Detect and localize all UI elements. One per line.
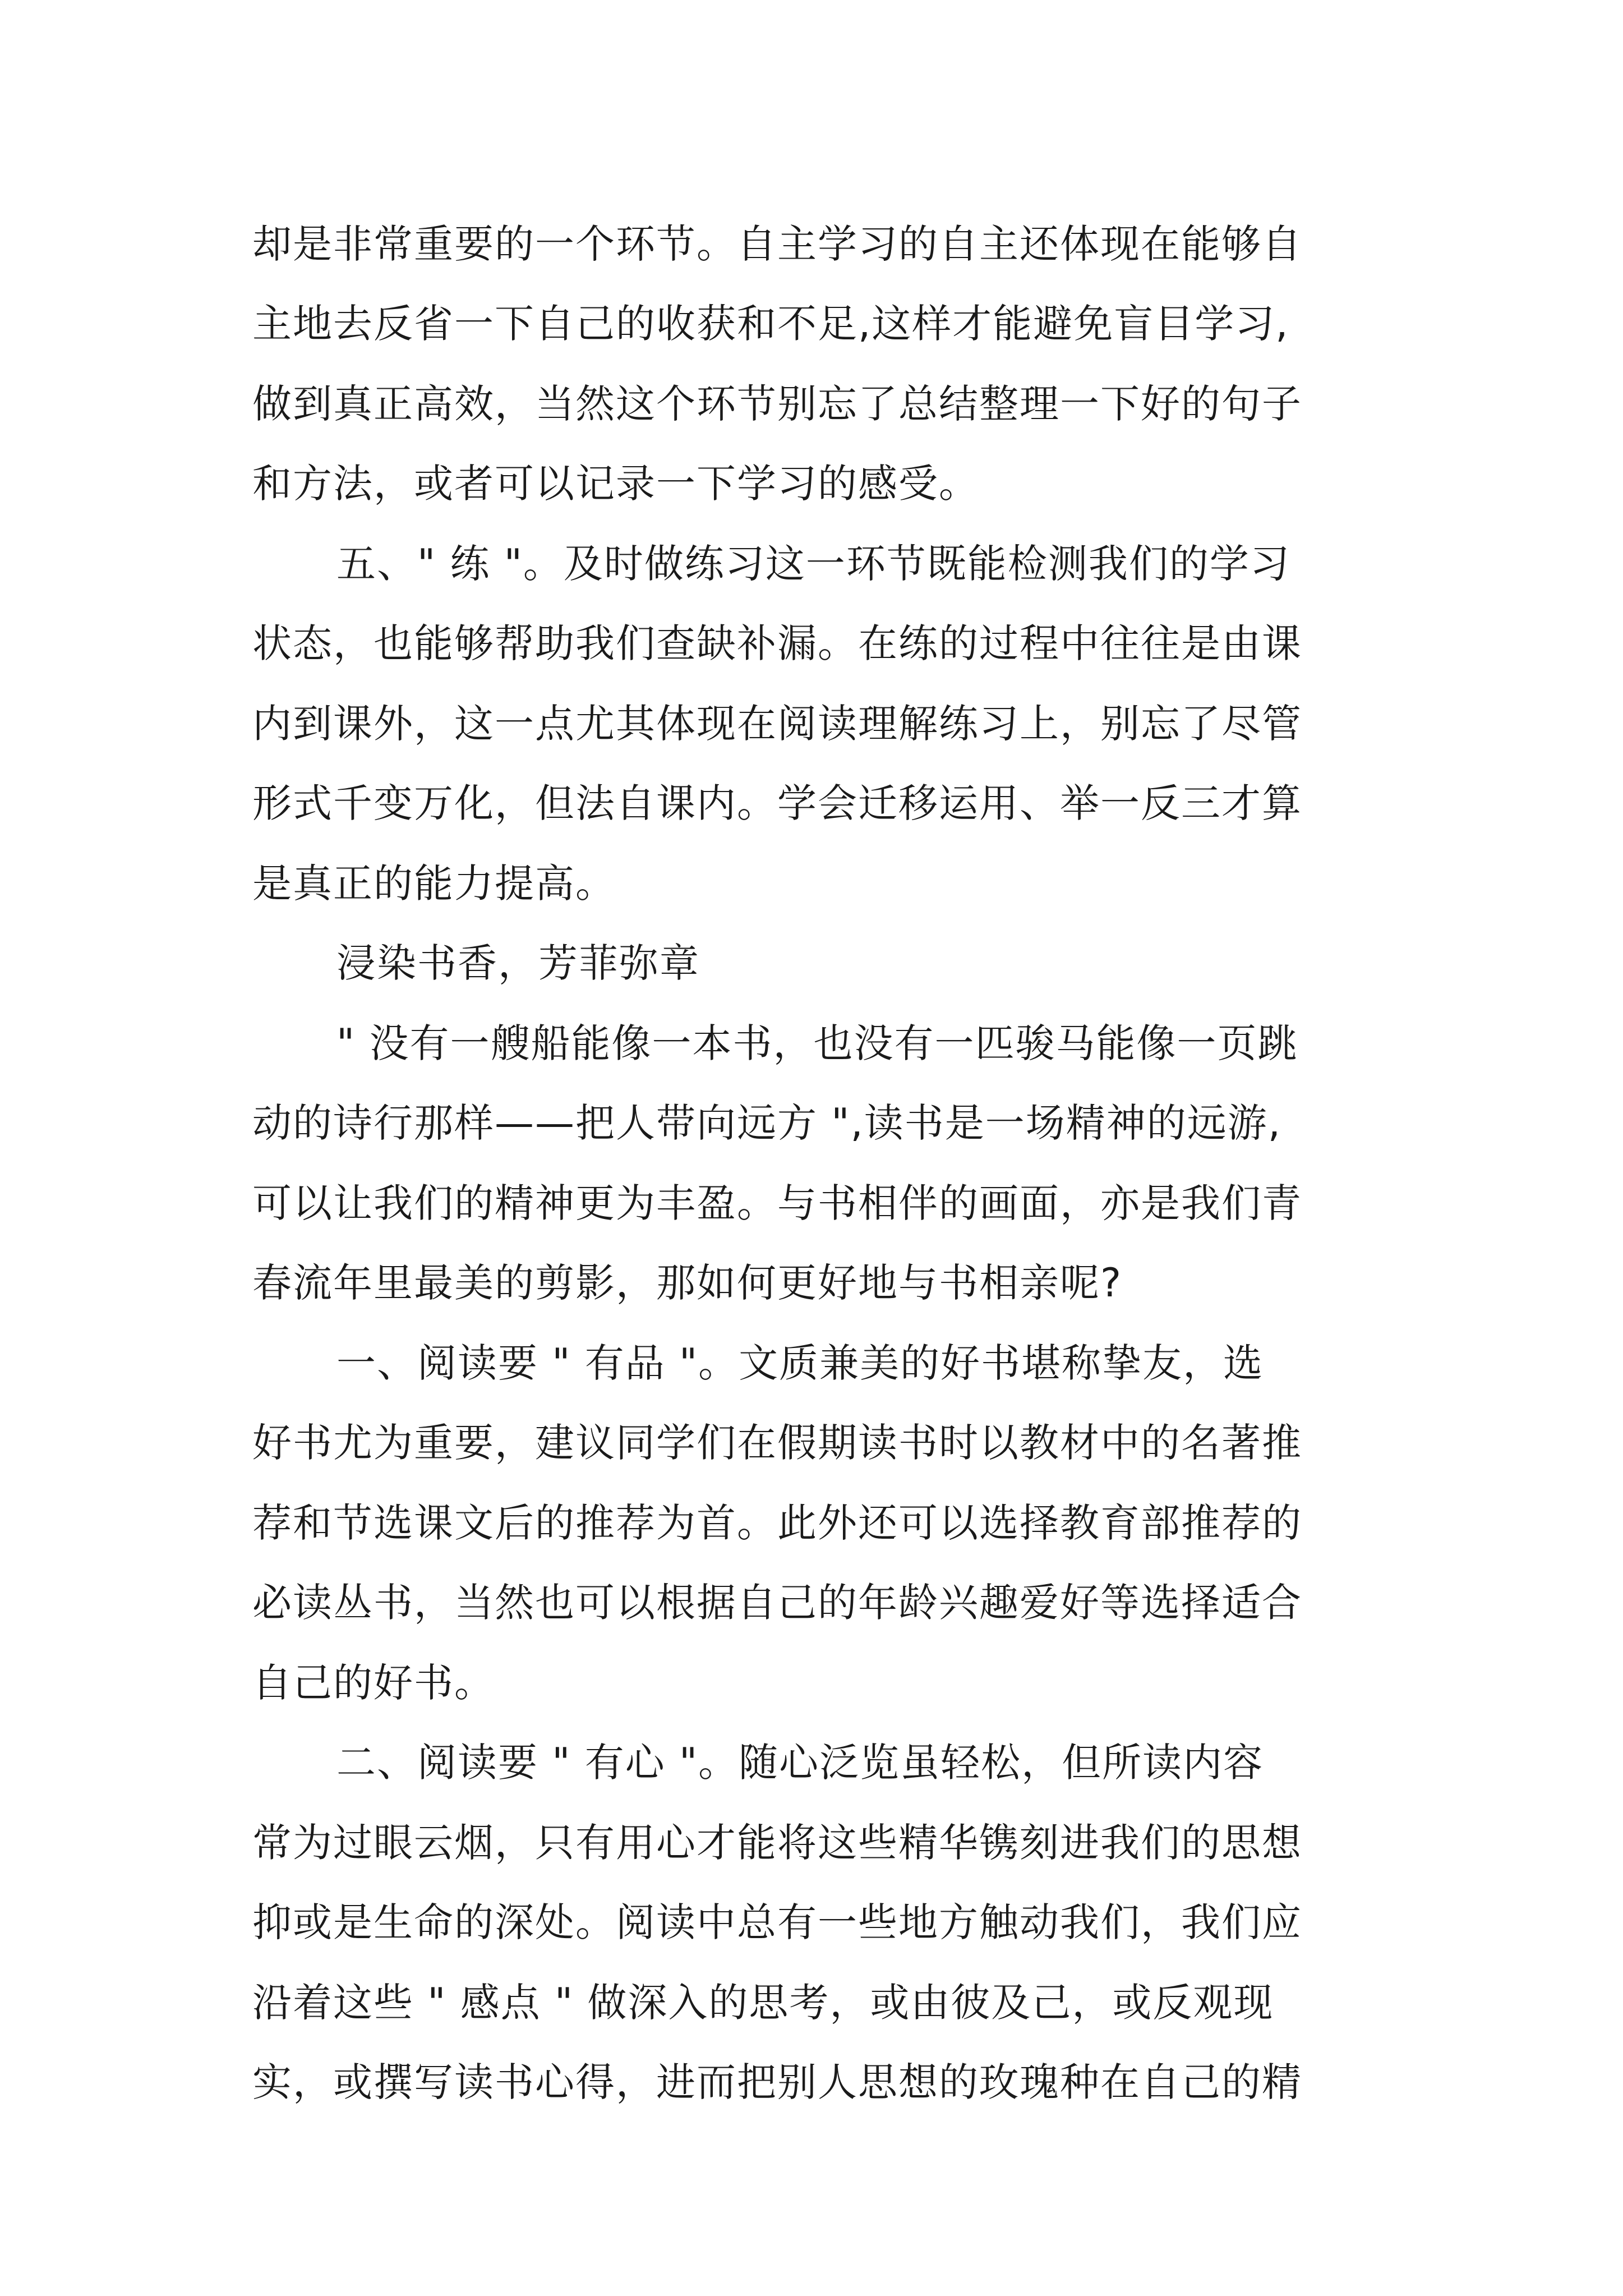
text-line: 自己的好书。 xyxy=(252,1660,495,1706)
text-line: 好书尤为重要，建议同学们在假期读书时以教材中的名著推 xyxy=(252,1420,1302,1466)
text-line: 形式千变万化，但法自课内。学会迁移运用、举一反三才算 xyxy=(252,780,1302,826)
text-line: 可以让我们的精神更为丰盈。与书相伴的画面，亦是我们青 xyxy=(252,1180,1302,1226)
paragraph-start-line: 一、阅读要 " 有品 "。文质兼美的好书堪称挚友，选 xyxy=(336,1340,1264,1386)
text-line: 内到课外，这一点尤其体现在阅读理解练习上，别忘了尽管 xyxy=(252,701,1302,747)
text-line: 荐和节选课文后的推荐为首。此外还可以选择教育部推荐的 xyxy=(252,1500,1302,1546)
text-line: 主地去反省一下自己的收获和不足,这样才能避免盲目学习, xyxy=(252,301,1289,347)
text-line: 实，或撰写读书心得，进而把别人思想的玫瑰种在自己的精 xyxy=(252,2059,1302,2105)
paragraph-start-line: " 没有一艘船能像一本书，也没有一匹骏马能像一页跳 xyxy=(336,1020,1298,1066)
text-line: 动的诗行那样——把人带向远方 ",读书是一场精神的远游, xyxy=(252,1100,1281,1146)
text-line: 做到真正高效，当然这个环节别忘了总结整理一下好的句子 xyxy=(252,381,1302,427)
text-line: 必读丛书，当然也可以根据自己的年龄兴趣爱好等选择适合 xyxy=(252,1580,1302,1626)
text-line: 是真正的能力提高。 xyxy=(252,861,616,907)
text-line: 抑或是生命的深处。阅读中总有一些地方触动我们，我们应 xyxy=(252,1899,1302,1945)
paragraph-start-line: 五、" 练 "。及时做练习这一环节既能检测我们的学习 xyxy=(336,541,1290,587)
text-line: 沿着这些 " 感点 " 做深入的思考，或由彼及己，或反观现 xyxy=(252,1980,1274,2026)
text-line: 却是非常重要的一个环节。自主学习的自主还体现在能够自 xyxy=(252,221,1302,267)
text-line: 状态，也能够帮助我们查缺补漏。在练的过程中往往是由课 xyxy=(252,620,1302,666)
section-heading: 浸染书香，芳菲弥章 xyxy=(336,940,700,986)
paragraph-start-line: 二、阅读要 " 有心 "。随心泛览虽轻松，但所读内容 xyxy=(336,1740,1264,1786)
text-line: 和方法，或者可以记录一下学习的感受。 xyxy=(252,461,979,507)
text-line: 春流年里最美的剪影，那如何更好地与书相亲呢? xyxy=(252,1260,1123,1306)
text-line: 常为过眼云烟，只有用心才能将这些精华镌刻进我们的思想 xyxy=(252,1820,1302,1866)
